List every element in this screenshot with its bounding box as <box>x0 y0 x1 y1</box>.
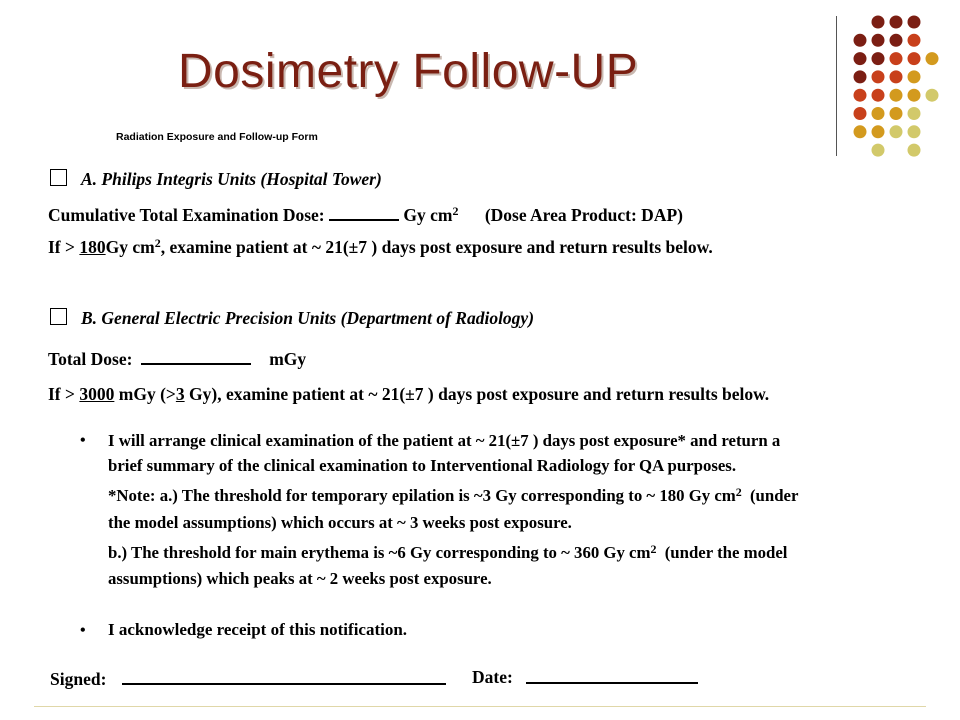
note-a-line-2: the model assumptions) which occurs at ~ 3 weeks post exposure. <box>108 513 572 532</box>
section-b-dose-label: Total Dose: <box>48 349 133 369</box>
section-b-checkbox[interactable] <box>50 308 67 325</box>
section-b-threshold-gy: 3 <box>175 384 185 404</box>
signed-label: Signed: <box>50 669 107 689</box>
decorative-dot <box>872 144 885 157</box>
decorative-dot <box>872 34 885 47</box>
note-b-tail: (under the model <box>664 543 788 562</box>
bullet-1-line-2: brief summary of the clinical examination to Interventional Radiology for QA purposes. <box>108 456 737 475</box>
note-b-sup: 2 <box>650 542 657 556</box>
bullet-2-text: I acknowledge receipt of this notification. <box>108 620 408 639</box>
bottom-rule <box>34 706 926 707</box>
section-b-dose-row <box>48 348 306 370</box>
note-b-line-2: assumptions) which peaks at ~ 2 weeks post exposure. <box>108 569 492 588</box>
date-label: Date: <box>472 667 513 687</box>
bullet-1-line-1: I will arrange clinical examination of the patient at ~ 21(±7 ) days post exposure* and return a <box>108 431 781 450</box>
section-a-dose-row <box>48 204 683 226</box>
section-b-header <box>50 307 534 329</box>
section-a-title: A. Philips Integris Units (Hospital Tower) <box>81 169 382 189</box>
decorative-dot <box>872 125 885 138</box>
decorative-dot <box>890 34 903 47</box>
form-heading: Radiation Exposure and Follow-up Form <box>116 131 318 143</box>
section-b-dose-unit: mGy <box>269 349 307 369</box>
section-b-threshold-prefix: If > <box>48 384 75 404</box>
date-field[interactable] <box>526 682 698 684</box>
section-a-threshold-prefix: If > <box>48 237 75 257</box>
section-b-threshold-suffix: Gy), examine patient at ~ 21(±7 ) days post exposure and return results below. <box>189 384 770 404</box>
decorative-dot <box>890 125 903 138</box>
decorative-dot-grid <box>0 0 960 170</box>
decorative-dot <box>872 89 885 102</box>
section-a-dose-unit-sup: 2 <box>452 204 459 218</box>
section-a-threshold-unit-sup: 2 <box>154 236 161 250</box>
decorative-dot <box>854 52 867 65</box>
note-a-tail: (under <box>749 486 799 505</box>
section-b-title: B. General Electric Precision Units (Department of Radiology) <box>81 308 535 328</box>
decorative-dot <box>908 34 921 47</box>
decorative-dot <box>890 16 903 29</box>
decorative-dot <box>926 52 939 65</box>
decorative-dot <box>854 125 867 138</box>
decorative-dot <box>890 52 903 65</box>
section-a-dose-unit: Gy cm <box>403 205 453 225</box>
decorative-dot <box>890 70 903 83</box>
decorative-dot <box>908 144 921 157</box>
note-a-text: *Note: a.) The threshold for temporary epilation is ~3 Gy corresponding to ~ 180 Gy cm <box>108 486 736 505</box>
bullet-marker-1: • <box>80 432 86 449</box>
section-b-threshold-row <box>48 383 769 405</box>
section-b-threshold-mid: mGy (> <box>118 384 176 404</box>
section-a-dose-field[interactable] <box>329 205 399 221</box>
section-a-dose-note: (Dose Area Product: DAP) <box>484 205 683 225</box>
decorative-dot <box>926 89 939 102</box>
decorative-dot <box>872 107 885 120</box>
decorative-dot <box>908 52 921 65</box>
decorative-dot <box>872 70 885 83</box>
decorative-dot <box>890 89 903 102</box>
section-a-threshold-value: 180 <box>79 237 106 257</box>
decorative-dot <box>908 107 921 120</box>
section-b-threshold-value: 3000 <box>79 384 115 404</box>
section-b-dose-field[interactable] <box>141 349 251 365</box>
note-a-sup: 2 <box>735 485 742 499</box>
decorative-dot <box>854 34 867 47</box>
decorative-dot <box>854 70 867 83</box>
section-a-checkbox[interactable] <box>50 169 67 186</box>
section-a-dose-label: Cumulative Total Examination Dose: <box>48 205 325 225</box>
section-a-threshold-row <box>48 236 713 258</box>
note-b-line-1 <box>108 542 787 564</box>
decorative-dot <box>872 16 885 29</box>
decorative-dot <box>908 125 921 138</box>
note-b-text: b.) The threshold for main erythema is ~6 Gy corresponding to ~ 360 Gy cm <box>108 543 651 562</box>
decorative-dot <box>872 52 885 65</box>
title-divider-line <box>836 16 837 156</box>
section-a-header <box>50 168 382 190</box>
note-a-line-1 <box>108 485 798 507</box>
bullet-marker-2: • <box>80 622 86 639</box>
decorative-dot <box>908 16 921 29</box>
decorative-dot <box>890 107 903 120</box>
signature-field[interactable] <box>122 683 446 685</box>
section-a-threshold-unit: Gy cm <box>105 237 155 257</box>
slide-title: Dosimetry Follow-UP <box>178 45 639 98</box>
decorative-dot <box>908 89 921 102</box>
section-a-threshold-suffix: , examine patient at ~ 21(±7 ) days post exposure and return results below. <box>160 237 713 257</box>
decorative-dot <box>908 70 921 83</box>
decorative-dot <box>854 107 867 120</box>
decorative-dot <box>854 89 867 102</box>
